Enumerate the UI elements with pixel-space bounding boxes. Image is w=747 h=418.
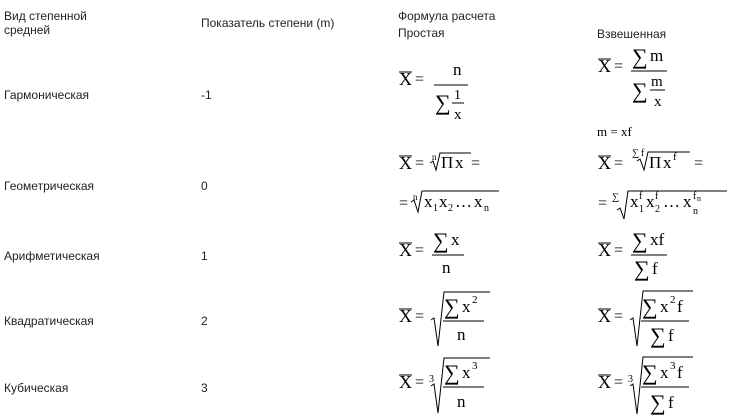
row-name-arithmetic: Арифметическая <box>4 249 100 263</box>
formula-cubic-simple <box>398 356 498 418</box>
svg-text:=: = <box>614 374 624 391</box>
svg-text:x: x <box>654 94 662 110</box>
header-simple: Простая <box>398 26 445 40</box>
formula-quadratic-weighted <box>597 288 707 352</box>
svg-text:2: 2 <box>655 204 660 215</box>
svg-text:X: X <box>598 240 611 260</box>
svg-text:=: = <box>598 195 608 212</box>
svg-text:xf: xf <box>650 230 665 249</box>
row-name-cubic: Кубическая <box>4 381 69 395</box>
svg-text:x: x <box>474 192 483 211</box>
svg-text:x: x <box>660 297 669 316</box>
svg-text:n: n <box>442 258 451 277</box>
harmonic-note: m = xf <box>597 124 632 139</box>
header-weighted: Взвешенная <box>597 27 667 41</box>
svg-text:n: n <box>697 194 701 203</box>
svg-text:=: = <box>614 58 624 75</box>
svg-text:n: n <box>693 206 698 217</box>
svg-text:=: = <box>614 155 624 172</box>
svg-text:∑: ∑ <box>642 360 658 385</box>
row-m-quadratic: 2 <box>201 314 208 328</box>
svg-text:n: n <box>457 325 466 344</box>
svg-text:X: X <box>399 372 412 392</box>
row-name-geometric: Геометрическая <box>4 179 95 193</box>
svg-text:X: X <box>399 153 412 173</box>
formula-arithmetic-weighted <box>597 230 677 280</box>
svg-text:3: 3 <box>628 374 633 385</box>
row-m-cubic: 3 <box>201 381 208 395</box>
svg-text:∑: ∑ <box>612 192 620 203</box>
svg-text:Π: Π <box>649 153 662 172</box>
svg-text:…: … <box>455 192 472 211</box>
header-formula: Формула расчета <box>398 9 496 23</box>
row-m-arithmetic: 1 <box>201 249 208 263</box>
svg-text:∑: ∑ <box>632 148 640 159</box>
svg-text:X: X <box>598 372 611 392</box>
svg-text:=: = <box>614 308 624 325</box>
svg-text:∑: ∑ <box>642 294 658 319</box>
svg-text:∑: ∑ <box>435 90 451 115</box>
svg-text:f: f <box>668 393 674 412</box>
formula-arithmetic-simple <box>398 230 478 278</box>
row-name-harmonic: Гармоническая <box>4 88 90 102</box>
svg-text:n: n <box>457 392 466 411</box>
svg-text:∑: ∑ <box>632 228 648 253</box>
svg-text:∑: ∑ <box>650 390 666 415</box>
svg-text:X: X <box>399 69 412 89</box>
svg-text:n: n <box>432 152 437 162</box>
row-m-geometric: 0 <box>201 179 208 193</box>
svg-text:∑: ∑ <box>444 360 460 385</box>
svg-text:=: = <box>415 155 425 172</box>
svg-text:3: 3 <box>429 374 434 385</box>
svg-text:1: 1 <box>639 204 644 215</box>
svg-text:3: 3 <box>472 360 478 372</box>
svg-text:2: 2 <box>448 203 453 214</box>
svg-text:=: = <box>415 71 425 88</box>
svg-text:x: x <box>462 297 471 316</box>
formula-cubic-weighted <box>597 354 707 418</box>
svg-text:f: f <box>673 151 677 163</box>
svg-text:f: f <box>677 297 683 316</box>
svg-text:x: x <box>454 107 462 123</box>
svg-text:Π: Π <box>441 153 454 172</box>
svg-text:n: n <box>484 203 489 214</box>
svg-text:n: n <box>413 192 418 202</box>
svg-text:f: f <box>641 148 645 159</box>
formula-quadratic-simple <box>398 290 498 352</box>
svg-text:X: X <box>598 56 611 76</box>
svg-text:1: 1 <box>433 203 438 214</box>
svg-text:1: 1 <box>454 88 461 103</box>
svg-text:X: X <box>598 153 611 173</box>
formula-geometric-weighted <box>597 148 737 224</box>
svg-text:=: = <box>415 308 425 325</box>
svg-text:f: f <box>693 191 697 202</box>
svg-text:x: x <box>683 192 692 211</box>
svg-text:=: = <box>415 242 425 259</box>
svg-text:=: = <box>614 242 624 259</box>
formula-harmonic-simple <box>398 55 478 127</box>
svg-text:=: = <box>399 195 409 212</box>
svg-text:m: m <box>650 46 664 65</box>
svg-text:=: = <box>415 374 425 391</box>
formula-geometric-simple <box>398 150 508 222</box>
row-name-quadratic: Квадратическая <box>4 314 94 328</box>
svg-text:x: x <box>630 192 639 211</box>
svg-text:X: X <box>399 306 412 326</box>
svg-text:x: x <box>455 153 464 172</box>
svg-text:∑: ∑ <box>632 78 648 103</box>
svg-text:x: x <box>660 363 669 382</box>
svg-text:X: X <box>399 240 412 260</box>
svg-text:x: x <box>424 192 433 211</box>
svg-text:2: 2 <box>472 294 478 306</box>
svg-text:∑: ∑ <box>634 256 650 281</box>
svg-text:x: x <box>663 153 672 172</box>
svg-text:∑: ∑ <box>444 294 460 319</box>
svg-text:f: f <box>639 191 643 202</box>
svg-text:f: f <box>677 363 683 382</box>
svg-text:∑: ∑ <box>650 323 666 348</box>
svg-text:f: f <box>668 326 674 345</box>
svg-text:m: m <box>651 74 663 90</box>
svg-text:∑: ∑ <box>632 44 648 69</box>
row-m-harmonic: -1 <box>201 88 212 102</box>
header-exponent: Показатель степени (m) <box>201 16 335 30</box>
svg-text:∑: ∑ <box>433 228 449 253</box>
svg-text:x: x <box>462 363 471 382</box>
svg-text:n: n <box>453 60 462 79</box>
svg-text:2: 2 <box>670 294 676 306</box>
svg-text:=: = <box>471 155 481 172</box>
formula-harmonic-weighted <box>597 40 677 120</box>
svg-text:X: X <box>598 306 611 326</box>
svg-text:=: = <box>694 155 704 172</box>
svg-text:f: f <box>655 191 659 202</box>
svg-text:3: 3 <box>670 360 676 372</box>
header-type: Вид степенной средней <box>4 9 87 37</box>
svg-text:…: … <box>663 192 680 211</box>
svg-text:x: x <box>439 192 448 211</box>
svg-text:x: x <box>646 192 655 211</box>
svg-text:x: x <box>451 230 460 249</box>
svg-text:f: f <box>652 259 658 278</box>
